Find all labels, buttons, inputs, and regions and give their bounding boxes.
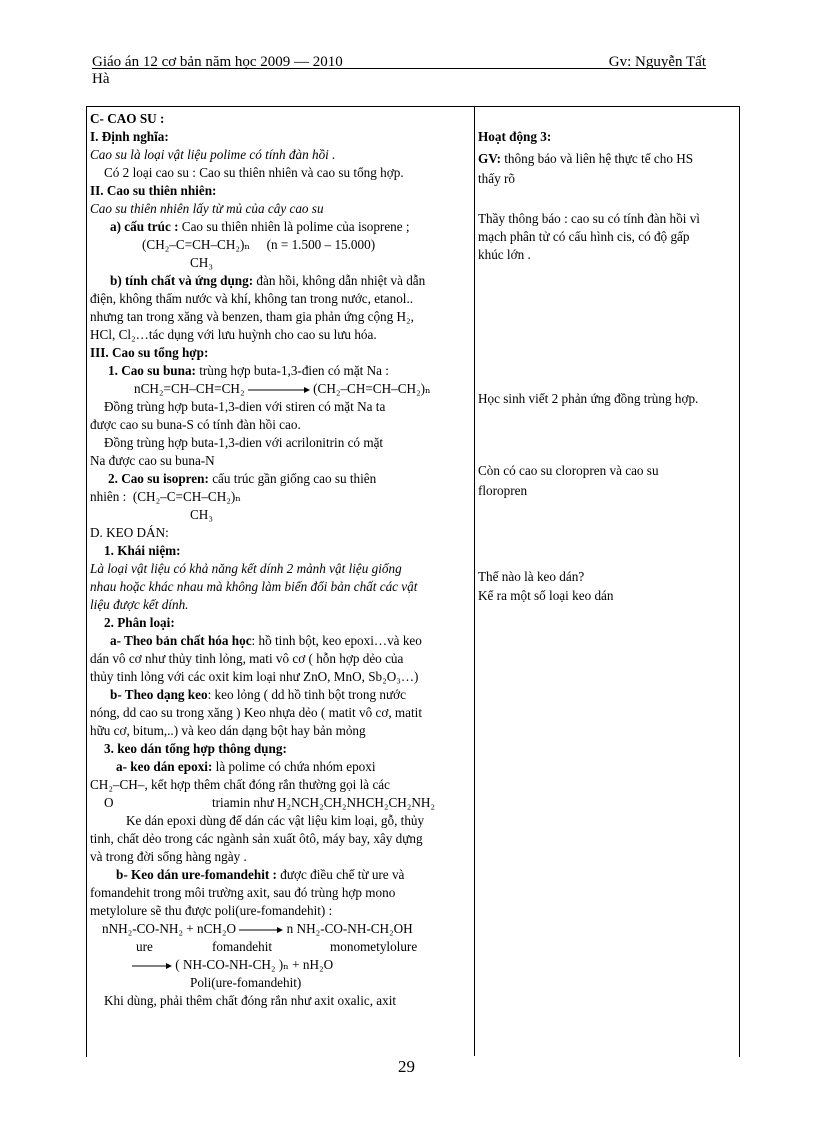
- epoxy-triamine-line: [90, 794, 472, 812]
- column-divider: [474, 106, 475, 1056]
- page-number: 29: [398, 1057, 415, 1076]
- concept-line-2: nhau hoặc khác nhau mà không làm biến đổi bản chất các vật: [90, 579, 418, 594]
- header-teacher: Gv: Nguyễn Tất: [608, 54, 706, 70]
- section-c-title: C- CAO SU :: [90, 111, 165, 126]
- epoxy-use-line-1: Ke dán epoxi dùng để dán các vật liệu kim loại, gỗ, thủy: [126, 813, 425, 828]
- form-class-line-2: nóng, dd cao su trong xăng ) Keo nhựa dẻo ( matit vô cơ, matit: [90, 705, 423, 720]
- epoxy-group-line: [90, 776, 472, 794]
- buna-label: 1. Cao su buna:: [108, 363, 196, 378]
- isoprene-rubber-methyl: CH₃: [190, 507, 213, 522]
- common-glue-title: 3. keo dán tổng hợp thông dụng:: [104, 741, 287, 756]
- hardener-line: Khi dùng, phải thêm chất đóng rắn như axit oxalic, axit: [104, 993, 397, 1008]
- structure-label: a) cấu trúc :: [110, 219, 179, 234]
- urea-product: n NH₂-CO-NH-CH₂OH: [286, 921, 413, 936]
- epoxy-text-2: , kết hợp thêm chất đóng rắn thường gọi là các: [144, 777, 391, 792]
- urea-line-2: fomandehit trong môi trường axit, sau đó trùng hợp mono: [90, 885, 396, 900]
- synthetic-rubber-title: III. Cao su tổng hợp:: [90, 345, 209, 360]
- epoxy-triamine: triamin như H₂NCH₂CH₂NHCH₂CH₂NH₂: [212, 795, 436, 810]
- natural-rubber-title: II. Cao su thiên nhiên:: [90, 183, 217, 198]
- chemical-class-line-2: dán vô cơ như thủy tinh lỏng, mati vô cơ ( hỗn hợp dẻo của: [90, 651, 404, 666]
- isoprene-rubber-formula: (CH₂–C=CH–CH₂)ₙ: [132, 489, 241, 504]
- isoprene-formula: (CH₂–C=CH–CH₂)ₙ: [142, 237, 251, 252]
- teacher-label: GV:: [478, 151, 501, 166]
- teacher-info-3: khúc lớn .: [478, 247, 531, 262]
- isoprene-n-range: (n = 1.500 – 15.000): [266, 237, 376, 252]
- epoxy-line: [90, 758, 472, 776]
- epoxy-use-line-2: tinh, chất dẻo trong các ngành sản xuất ôtô, máy bay, xây dựng: [90, 831, 423, 846]
- urea-reactants: nNH₂-CO-NH₂ + nCH₂O: [102, 921, 237, 936]
- isoprene-methyl: CH₃: [190, 255, 213, 270]
- concept-title: 1. Khái niệm:: [104, 543, 181, 558]
- chemical-class-text: : hồ tinh bột, keo epoxi…và keo: [251, 633, 422, 648]
- concept-line-3: liệu được kết dính.: [90, 597, 189, 612]
- isoprene-rubber-label: 2. Cao su isopren:: [108, 471, 209, 486]
- activity-title: Hoạt động 3:: [478, 129, 552, 144]
- urea-name: ure: [136, 939, 153, 954]
- buna-reaction: [90, 380, 472, 398]
- epoxy-group: CH₂–CH–: [90, 777, 145, 792]
- content-column: [90, 110, 472, 1010]
- urea-line-3: metylolure sẽ thu được poli(ure-fomandehit) :: [90, 903, 333, 918]
- buna-n-line-2: Na được cao su buna-N: [90, 453, 215, 468]
- isoprene-rubber-prefix: nhiên :: [90, 489, 127, 504]
- structure-line: [90, 218, 472, 236]
- polymer-name: Poli(ure-fomandehit): [190, 975, 302, 990]
- buna-line: [90, 362, 472, 380]
- buna-reactant: nCH₂=CH–CH=CH₂: [134, 381, 245, 396]
- teacher-info-2: mạch phân tử có cấu hình cis, có độ gấp: [478, 229, 690, 244]
- buna-s-line-2: được cao su buna-S có tính đàn hồi cao.: [90, 417, 301, 432]
- epoxy-label: a- keo dán epoxi:: [116, 759, 213, 774]
- properties-line-2: điện, không thấm nước và khí, không tan trong nước, etanol..: [90, 291, 414, 306]
- more-rubber-1: Còn có cao su cloropren và cao su: [478, 463, 659, 478]
- teacher-note: thông báo và liên hệ thực tế cho HS: [504, 151, 694, 166]
- isoprene-rubber-line: [90, 470, 472, 488]
- definition-text: Cao su là loại vật liệu polime có tính đàn hồi .: [90, 147, 336, 162]
- urea-text: được điều chế từ ure và: [280, 867, 405, 882]
- question-2: Kể ra một số loại keo dán: [478, 588, 614, 603]
- polymer-product: ( NH-CO-NH-CH₂ )ₙ + nH₂O: [175, 957, 334, 972]
- classification-title: 2. Phân loại:: [104, 615, 175, 630]
- definition-title: I. Định nghĩa:: [90, 129, 169, 144]
- form-class-text: : keo lỏng ( dd hồ tinh bột trong nước: [207, 687, 406, 702]
- reaction-arrow-icon: [132, 962, 172, 970]
- epoxy-oxygen: O: [104, 795, 114, 810]
- epoxy-text: là polime có chứa nhóm epoxi: [215, 759, 376, 774]
- form-class-label: b- Theo dạng keo: [110, 687, 208, 702]
- epoxy-use-line-3: và trong đời sống hàng ngày .: [90, 849, 247, 864]
- properties-line-4: HCl, Cl₂…tác dụng với lưu huỳnh cho cao su lưu hóa.: [90, 327, 377, 342]
- reaction-arrow-icon: [239, 926, 283, 934]
- urea-reaction-names: [90, 938, 472, 956]
- teacher-note-line: [478, 150, 693, 168]
- buna-text: trùng hợp buta-1,3-đien có mặt Na :: [199, 363, 389, 378]
- form-class-line: [90, 686, 472, 704]
- urea-label: b- Keo dán ure-fomandehit :: [116, 867, 277, 882]
- structure-text: Cao su thiên nhiên là polime của isoprene ;: [181, 219, 410, 234]
- chemical-class-label: a- Theo bản chất hóa học: [110, 633, 252, 648]
- header-teacher-cont: Hà: [92, 71, 110, 87]
- isoprene-rubber-text: cấu trúc gần giống cao su thiên: [212, 471, 377, 486]
- urea-reaction-2: [90, 956, 472, 974]
- formaldehyde-name: fomandehit: [212, 939, 273, 954]
- definition-types: Có 2 loại cao su : Cao su thiên nhiên và cao su tổng hợp.: [104, 165, 404, 180]
- buna-s-line-1: Đồng trùng hợp buta-1,3-dien với stiren có mặt Na ta: [104, 399, 386, 414]
- properties-line-3: nhưng tan trong xăng và benzen, tham gia phản ứng cộng H₂,: [90, 309, 414, 324]
- properties-label: b) tính chất và ứng dụng:: [110, 273, 254, 288]
- buna-n-line-1: Đồng trùng hợp buta-1,3-dien với acrilonitrin có mặt: [104, 435, 384, 450]
- urea-reaction-1: [90, 920, 472, 938]
- concept-line-1: Là loại vật liệu có khả năng kết dính 2 mảnh vật liệu giống: [90, 561, 402, 576]
- teacher-info-1: Thầy thông báo : cao su có tính đàn hồi vì: [478, 211, 700, 226]
- teacher-note-line-2: thấy rõ: [478, 171, 515, 186]
- chemical-class-line-3: thủy tinh lỏng với các oxit kim loại như ZnO, MnO, Sb₂O₃…): [90, 669, 419, 684]
- reaction-arrow-icon: [248, 386, 310, 394]
- isoprene-rubber-formula-line: [90, 488, 472, 506]
- isoprene-formula-line: [90, 236, 472, 254]
- header-rule: [92, 68, 706, 69]
- more-rubber-2: floropren: [478, 483, 528, 498]
- form-class-line-3: hữu cơ, bitum,..) và keo dán dạng bột hay bản mỏng: [90, 723, 366, 738]
- buna-product: (CH₂–CH=CH–CH₂)ₙ: [313, 381, 431, 396]
- natural-rubber-text: Cao su thiên nhiên lấy từ mủ của cây cao su: [90, 201, 324, 216]
- urea-line: [90, 866, 472, 884]
- glue-section-title: D. KEO DÁN:: [90, 525, 169, 540]
- question-1: Thế nào là keo dán?: [478, 569, 585, 584]
- header-course: Giáo án 12 cơ bản năm học 2009 — 2010: [92, 54, 343, 70]
- monomethylolurea-name: monometylolure: [330, 939, 418, 954]
- properties-text-1: đàn hồi, không dẫn nhiệt và dẫn: [256, 273, 426, 288]
- student-task: Học sinh viết 2 phản ứng đồng trùng hợp.: [478, 391, 699, 406]
- properties-line-1: [90, 272, 472, 290]
- chemical-class-line: [90, 632, 472, 650]
